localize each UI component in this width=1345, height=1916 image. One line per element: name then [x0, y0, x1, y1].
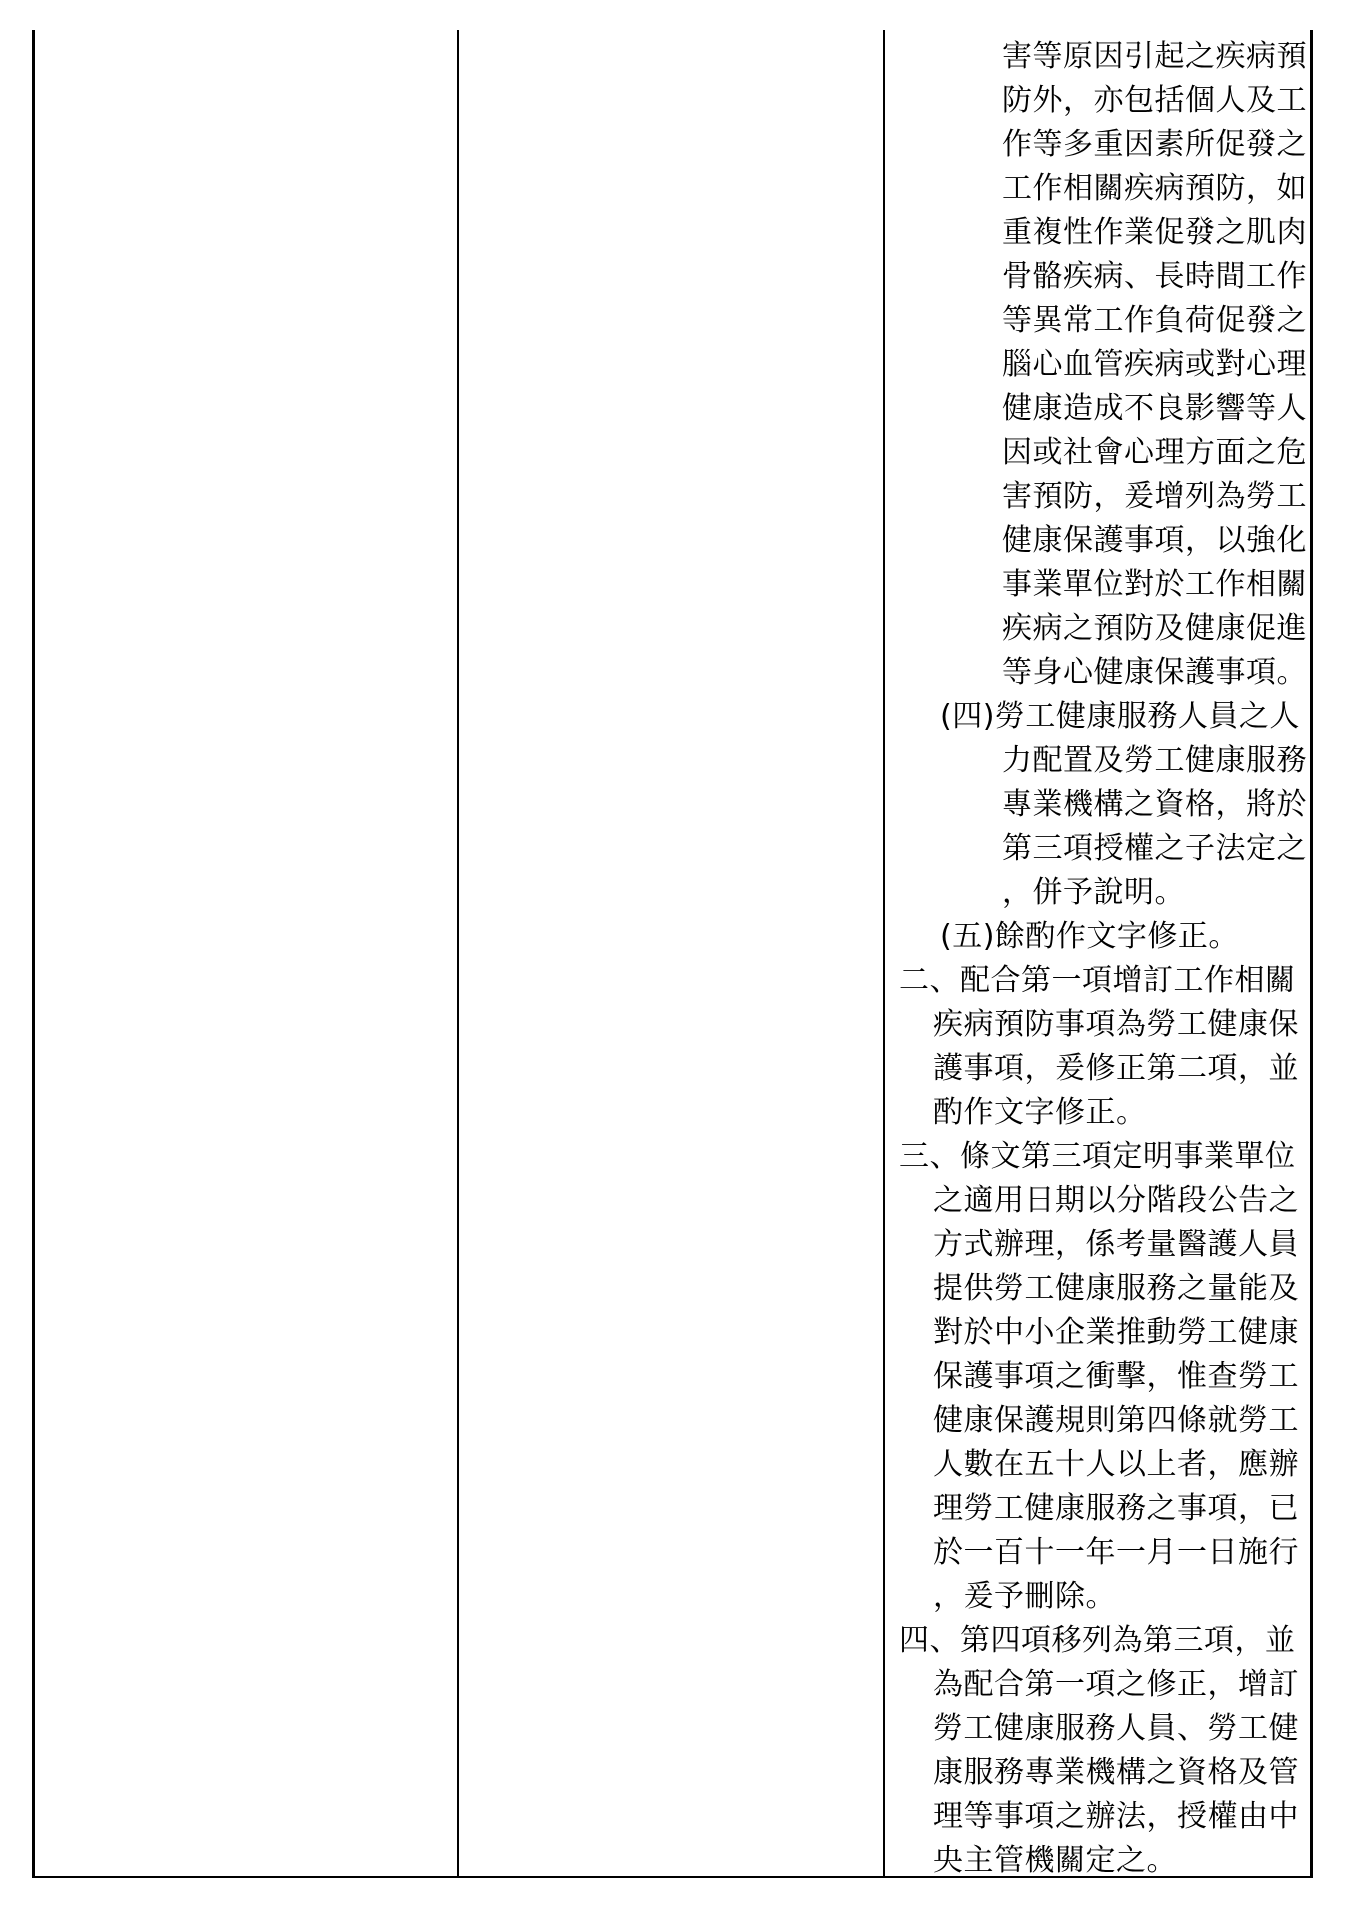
text-line: 等身心健康保護事項。 [1002, 655, 1307, 690]
text-line: 央主管機關定之。 [933, 1843, 1177, 1878]
text-line: 之適用日期以分階段公告之 [933, 1183, 1299, 1218]
text-line: 健康保護事項，以強化 [1002, 523, 1307, 558]
current-article-column [459, 30, 885, 1876]
text-line: 等異常工作負荷促發之 [1002, 303, 1307, 338]
amended-article-column [35, 30, 459, 1876]
text-line: 害預防，爰增列為勞工 [1002, 479, 1307, 514]
text-line: 疾病預防事項為勞工健康保 [933, 1007, 1299, 1042]
list-item-label: 三、條文第三項定明事業單位 [899, 1139, 1296, 1174]
text-line: 人數在五十人以上者，應辦 [933, 1447, 1299, 1482]
text-line: 因或社會心理方面之危 [1002, 435, 1307, 470]
text-line: 防外，亦包括個人及工 [1002, 83, 1307, 118]
text-line: 於一百十一年一月一日施行 [933, 1535, 1299, 1570]
text-line: 健康造成不良影響等人 [1002, 391, 1307, 426]
text-line: 護事項，爰修正第二項，並 [933, 1051, 1299, 1086]
list-item-label: (五)餘酌作文字修正。 [940, 919, 1239, 954]
text-line: 保護事項之衝擊，惟查勞工 [933, 1359, 1299, 1394]
text-line: 力配置及勞工健康服務 [1002, 743, 1307, 778]
text-line: 第三項授權之子法定之 [1002, 831, 1307, 866]
text-line: ，爰予刪除。 [933, 1579, 1116, 1614]
list-item-label: (四)勞工健康服務人員之人 [940, 699, 1300, 734]
text-line: 事業單位對於工作相關 [1002, 567, 1307, 602]
text-line: 工作相關疾病預防，如 [1002, 171, 1307, 206]
text-line: 提供勞工健康服務之量能及 [933, 1271, 1299, 1306]
text-line: 康服務專業機構之資格及管 [933, 1755, 1299, 1790]
text-line: 為配合第一項之修正，增訂 [933, 1667, 1299, 1702]
text-line: 酌作文字修正。 [933, 1095, 1147, 1130]
text-line: 重複性作業促發之肌肉 [1002, 215, 1307, 250]
text-line: 理等事項之辦法，授權由中 [933, 1799, 1299, 1834]
text-line: 方式辦理，係考量醫護人員 [933, 1227, 1299, 1262]
text-line: ，併予說明。 [1002, 875, 1185, 910]
text-line: 理勞工健康服務之事項，已 [933, 1491, 1299, 1526]
text-line: 疾病之預防及健康促進 [1002, 611, 1307, 646]
text-line: 健康保護規則第四條就勞工 [933, 1403, 1299, 1438]
text-line: 害等原因引起之疾病預 [1002, 39, 1307, 74]
text-line: 腦心血管疾病或對心理 [1002, 347, 1307, 382]
text-line: 對於中小企業推動勞工健康 [933, 1315, 1299, 1350]
text-line: 骨骼疾病、長時間工作 [1002, 259, 1307, 294]
list-item-label: 二、配合第一項增訂工作相關 [899, 963, 1296, 998]
text-line: 專業機構之資格，將於 [1002, 787, 1307, 822]
text-line: 勞工健康服務人員、勞工健 [933, 1711, 1299, 1746]
text-line: 作等多重因素所促發之 [1002, 127, 1307, 162]
revision-table [32, 30, 1313, 1878]
list-item-label: 四、第四項移列為第三項，並 [899, 1623, 1296, 1658]
explanation-column [885, 30, 1310, 1876]
